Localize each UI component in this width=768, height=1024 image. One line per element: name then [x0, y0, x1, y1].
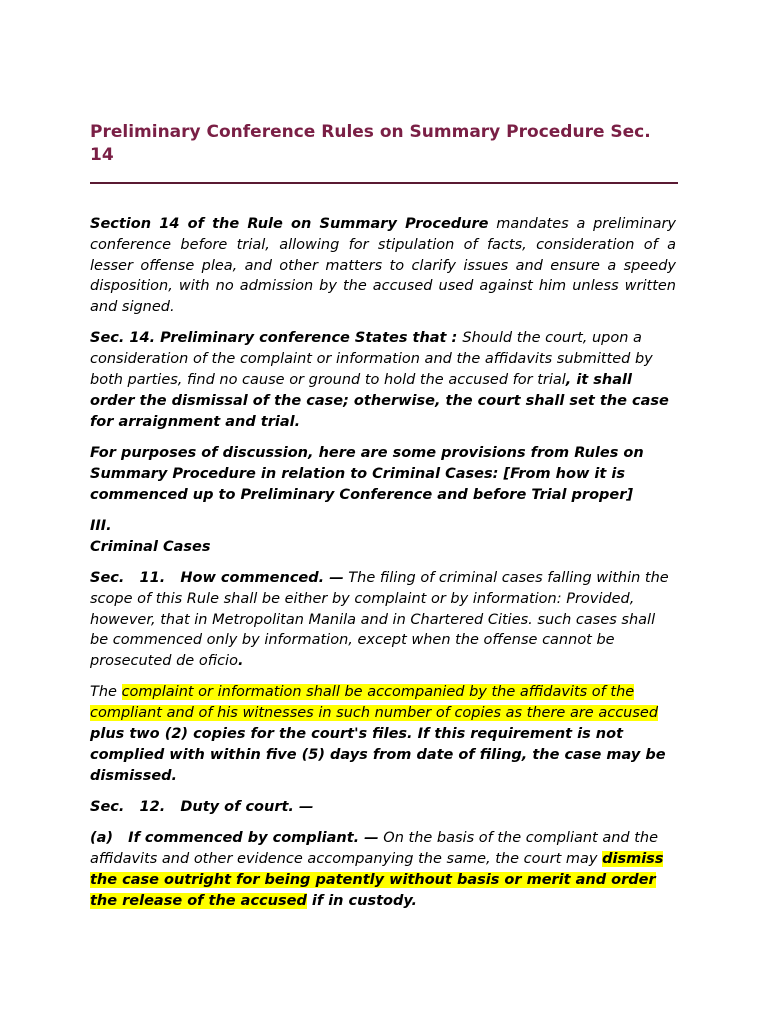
sec12-heading-paragraph: [90, 797, 676, 818]
page-title: Preliminary Conference Rules on Summary Procedure Sec. 14: [90, 122, 651, 165]
sec11-paragraph: [90, 568, 676, 672]
discussion-text: For purposes of discussion, here are some provisions from Rules on Summary Procedure in relation to Criminal Cases: [From how it is commenced up to Preliminary Conference and before Trial proper]: [90, 444, 644, 503]
sec11-heading: Sec. 11. How commenced. —: [90, 569, 344, 586]
sec14-text: Should the court, upon a consideration of the complaint or information and the affidavits submitted by both parties, find no cause or ground to hold the accused for trial: [90, 330, 653, 389]
title-divider: [90, 182, 678, 184]
sec12-heading: Sec. 12. Duty of court. —: [90, 798, 314, 815]
document-body: [90, 214, 676, 922]
part-title: Criminal Cases: [90, 538, 211, 555]
affidavit-paragraph: [90, 682, 676, 786]
sec11-end: .: [237, 653, 244, 670]
intro-paragraph: [90, 214, 676, 318]
sec12a-paragraph: [90, 828, 676, 911]
sec12a-text: On the basis of the compliant and the affidavits and other evidence accompanying the same, the court may: [90, 830, 659, 868]
intro-text: mandates a preliminary conference before trial, allowing for stipulation of facts, consideration of a lesser offense plea, and other matters to clarify issues and ensure a speedy disposition, with no admission by the accused used against him unless written and signed.: [90, 216, 677, 316]
sec12a-end: if in custody.: [306, 892, 417, 909]
affidavit-highlight: complaint or information shall be accompanied by the affidavits of the compliant and of his witnesses in such number of copies as there are accused: [90, 684, 659, 722]
sec14-heading: Sec. 14. Preliminary conference States that :: [90, 330, 463, 347]
discussion-paragraph: [90, 443, 676, 505]
part-heading: [90, 516, 676, 558]
sec14-paragraph: [90, 328, 676, 432]
affidavit-pre: The: [90, 684, 122, 701]
sec11-text: The filing of criminal cases falling within the scope of this Rule shall be either by complaint or by information: Provided, however, that in Metropolitan Manila and in Chartered Cities. such cases shall be commenced only by information, except when the offense cannot be prosecuted de oficio: [90, 569, 669, 670]
part-number: III.: [90, 517, 112, 534]
intro-bold: Section 14 of the Rule on Summary Procedure: [90, 216, 489, 232]
sec12a-heading: (a) If commenced by compliant. —: [90, 830, 379, 847]
sec12a-highlight: dismiss the case outright for being patently without basis or merit and order the release of the accused: [90, 851, 664, 909]
sec14-bold-text: , it shall order the dismissal of the case; otherwise, the court shall set the case for arraignment and trial.: [90, 372, 669, 430]
affidavit-bold: plus two (2) copies for the court's files. If this requirement is not complied with within five (5) days from date of filing, the case may be dismissed.: [90, 726, 666, 784]
